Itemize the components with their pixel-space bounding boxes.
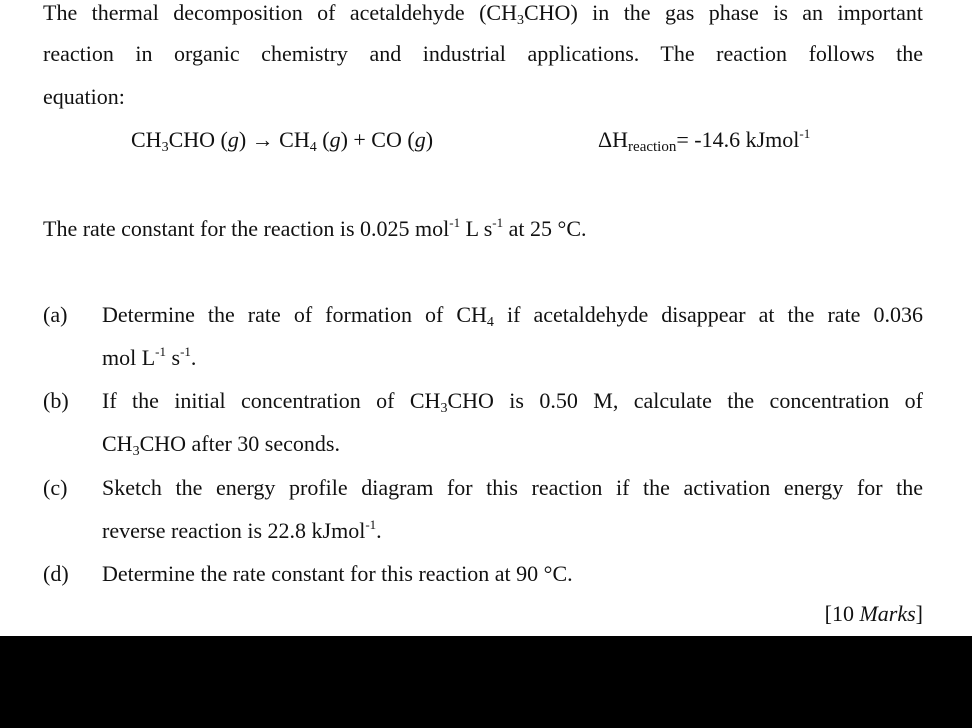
rate-constant-statement (43, 216, 587, 242)
marks-open: [10 (824, 601, 860, 626)
question-a-label: (a) (43, 302, 68, 327)
rate-constant-text: The rate constant for the reaction is 0.025 mol (43, 216, 450, 241)
intro-line-2: reaction in organic chemistry and industrial applications. The reaction follows the (43, 41, 923, 66)
question-d-line-1: Determine the rate constant for this reaction at 90 °C. (102, 561, 573, 586)
question-a-line-2: mol $L^{-1}$ $s^{-1}$. (102, 344, 197, 370)
enthalpy-symbol: ΔH (598, 127, 629, 152)
enthalpy-value: = -14.6 kJmol (676, 127, 800, 152)
enthalpy-exponent: -1 (799, 126, 811, 141)
question-b-line-2: $CH_3CHO$ after 30 seconds. (102, 431, 340, 459)
question-b-label: (b) (43, 388, 69, 413)
marks-word: Marks (859, 601, 916, 626)
question-c-line-1: Sketch the energy profile diagram for this reaction if the activation energy for the (102, 475, 923, 500)
question-c-label: (c) (43, 475, 68, 500)
rate-exp-1: -1 (449, 215, 461, 230)
rate-unit-2: L s (460, 216, 493, 241)
enthalpy-change (598, 127, 810, 153)
question-d-label: (d) (43, 561, 69, 586)
black-bottom-band (0, 636, 972, 728)
question-c-line-2: reverse reaction is 22.8 kJmol$^{-1}$. (102, 517, 382, 543)
question-a-line-1: Determine the rate of formation of $CH_4$ if acetaldehyde disappear at the rate 0.036 (102, 302, 923, 330)
rate-exp-2: -1 (492, 215, 504, 230)
intro-line-1: The thermal decomposition of acetaldehyde $(CH_3CHO)$ in the gas phase is an important (43, 0, 923, 28)
marks-close: ] (915, 601, 923, 626)
rate-constant-tail: at 25 °C. (503, 216, 587, 241)
enthalpy-subscript: reaction (628, 139, 677, 155)
question-b-line-1: If the initial concentration of $CH_3CHO$ is 0.50 M, calculate the concentration of (102, 388, 923, 416)
intro-line-3: equation: (43, 84, 125, 109)
total-marks (825, 601, 923, 627)
reaction-equation: $CH_3CHO$ $(g) \to CH_4$ (g) + CO (g) (131, 127, 434, 155)
